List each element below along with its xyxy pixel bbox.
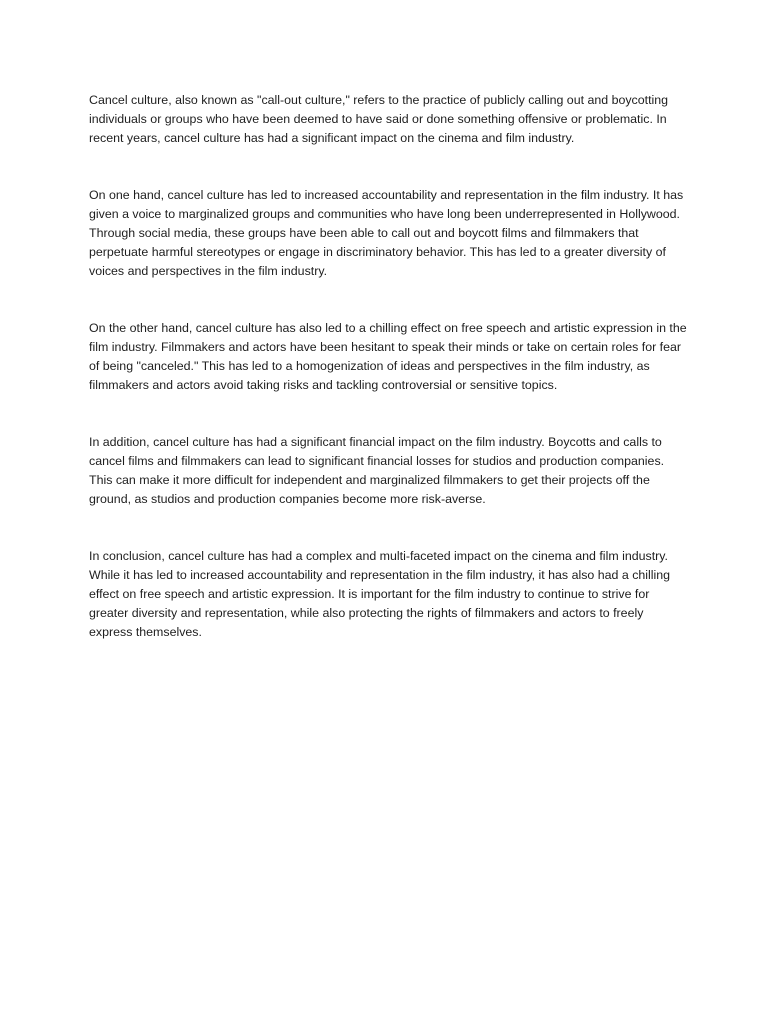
paragraph-chilling-effect: On the other hand, cancel culture has also led to a chilling effect on free speech and artistic expression in the film industry. Filmmakers and actors have been hesitant to speak their minds or take on certain roles for fear of being "canceled." This has led to a homogenization of ideas and perspectives in the film industry, as filmmakers and actors avoid taking risks and tackling controversial or sensitive topics. <box>89 321 687 392</box>
paragraph-financial-impact: In addition, cancel culture has had a significant financial impact on the film industry. Boycotts and calls to cancel films and filmmakers can lead to significant financial losses for studios and production companies. This can make it more difficult for independent and marginalized filmmakers to get their projects off the ground, as studios and production companies become more risk-averse. <box>89 435 665 506</box>
document-body <box>89 91 689 680</box>
paragraph-intro: Cancel culture, also known as "call-out culture," refers to the practice of publicly calling out and boycotting individuals or groups who have been deemed to have said or done something offensive or problematic. In recent years, cancel culture has had a significant impact on the cinema and film industry. <box>89 93 669 145</box>
paragraph-conclusion: In conclusion, cancel culture has had a complex and multi-faceted impact on the cinema and film industry. While it has led to increased accountability and representation in the film industry, it has also had a chilling effect on free speech and artistic expression. It is important for the film industry to continue to strive for greater diversity and representation, while also protecting the rights of filmmakers and actors to freely express themselves. <box>89 549 671 639</box>
paragraph-accountability: On one hand, cancel culture has led to increased accountability and representation in the film industry. It has given a voice to marginalized groups and communities who have long been underrepresented in Hollywood. Through social media, these groups have been able to call out and boycott films and filmmakers that perpetuate harmful stereotypes or engage in discriminatory behavior. This has led to a greater diversity of voices and perspectives in the film industry. <box>89 188 684 278</box>
